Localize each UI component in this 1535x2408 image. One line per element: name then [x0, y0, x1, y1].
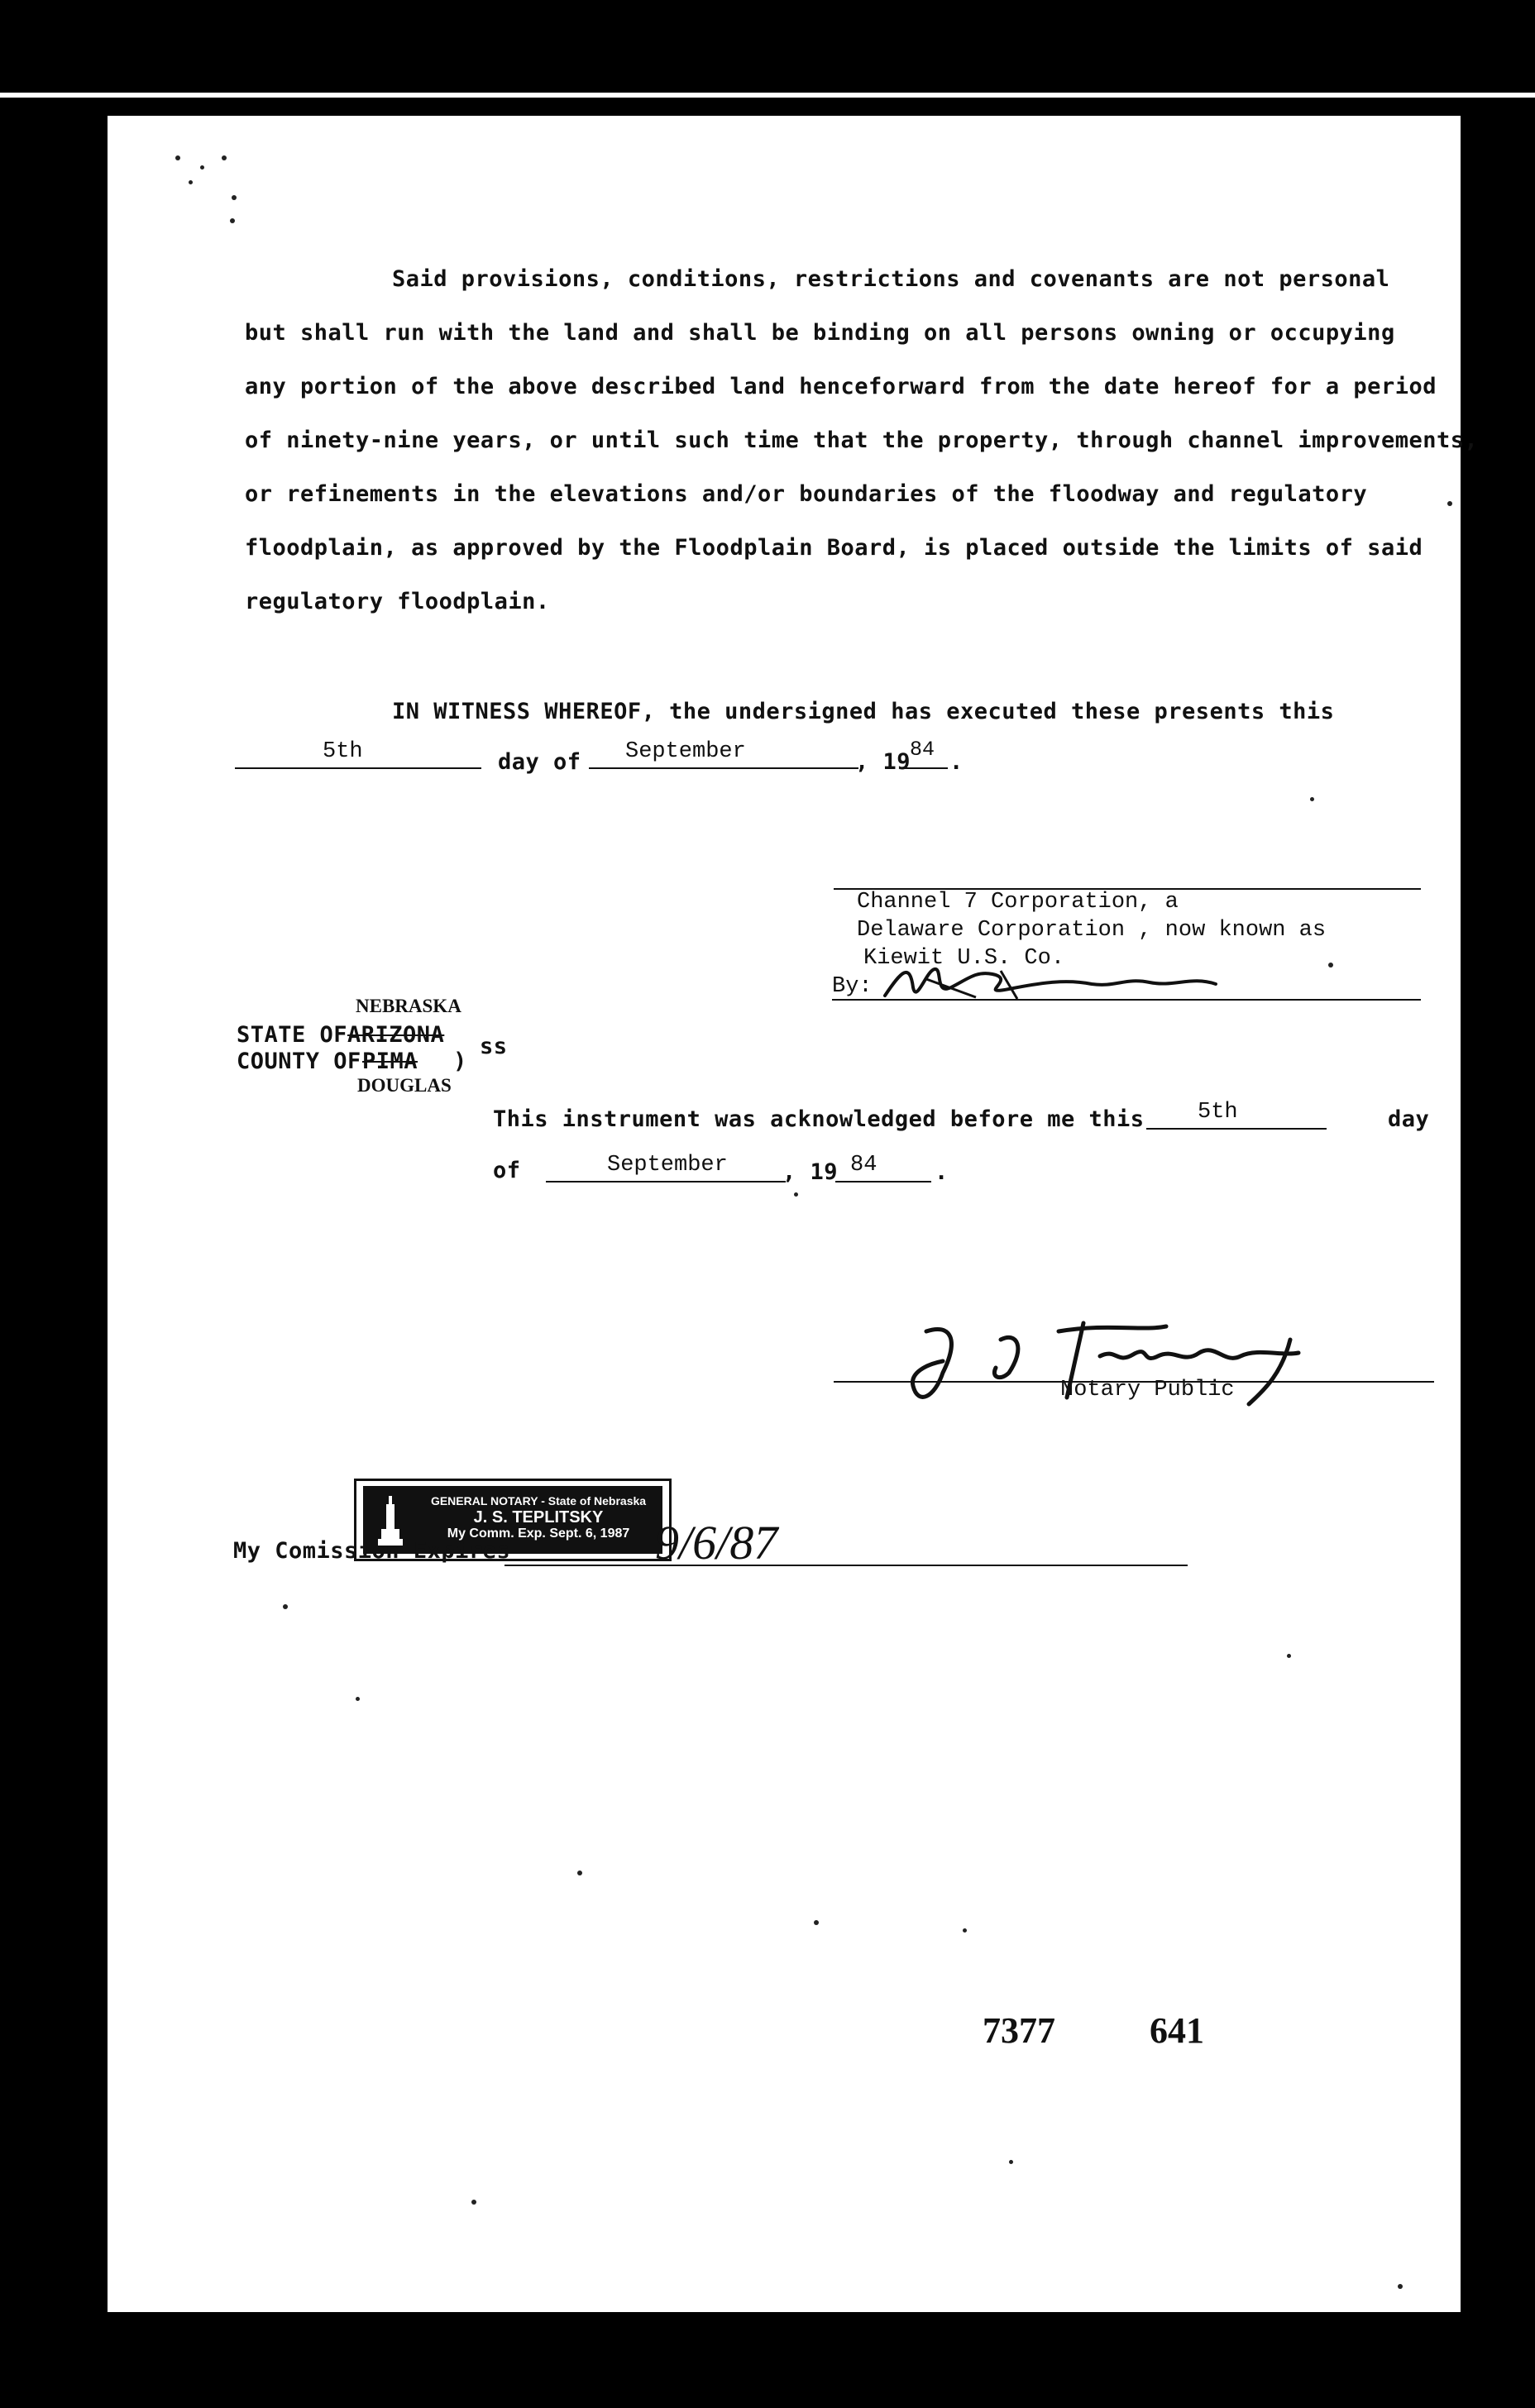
scan-speck [794, 1192, 798, 1197]
ack-year-line [835, 1181, 931, 1182]
witness-day-line [235, 767, 481, 769]
commission-label: My Comission Expires [233, 1538, 511, 1564]
scan-speck [1447, 501, 1452, 506]
witness-year-line [905, 767, 948, 769]
scan-speck [1009, 2160, 1013, 2164]
document-page [108, 116, 1479, 2312]
venue-county-paren: ) [453, 1049, 467, 1074]
signatory-by-label: By: [832, 974, 873, 999]
scan-speck [175, 155, 180, 160]
ack-day-line [1146, 1128, 1327, 1130]
scan-speck [283, 1604, 288, 1609]
book-number: 7377 [983, 2010, 1055, 2051]
paragraph-line-3: any portion of the above described land henceforward from the date hereof for a period [245, 374, 1437, 399]
signatory-line-3: Kiewit U.S. Co. [863, 946, 1065, 971]
signatory-line-1: Channel 7 Corporation, a [857, 890, 1179, 915]
paragraph-line-2: but shall run with the land and shall be binding on all persons owning or occupying [245, 320, 1395, 346]
ack-end: . [935, 1159, 949, 1185]
witness-day-value: 5th [323, 739, 363, 764]
ack-month-line [546, 1181, 786, 1182]
scan-speck [230, 218, 235, 223]
scan-speck [1310, 797, 1314, 801]
stamp-line-1: GENERAL NOTARY - State of Nebraska [430, 1494, 647, 1507]
venue-county-handwritten: DOUGLAS [357, 1075, 452, 1096]
scan-speck [814, 1920, 819, 1925]
venue-ss: ss [480, 1034, 508, 1059]
ack-text: This instrument was acknowledged before me this [493, 1106, 1145, 1132]
paragraph-line-1: Said provisions, conditions, restrictions and covenants are not personal [392, 266, 1390, 292]
ack-of-label: of [493, 1158, 521, 1183]
witness-day-of-label: day of [498, 749, 581, 775]
venue-state-label: STATE OF [237, 1022, 348, 1048]
scan-speck [1398, 2284, 1403, 2289]
stamp-line-3: My Comm. Exp. Sept. 6, 1987 [447, 1526, 630, 1541]
commission-line [504, 1565, 1188, 1566]
scan-speck [963, 1928, 967, 1933]
witness-end: . [949, 749, 964, 775]
witness-month-value: September [625, 739, 746, 764]
ack-day-value: 5th [1198, 1100, 1238, 1125]
venue-state-struck: ARIZONA [347, 1022, 445, 1048]
ack-year-prefix: , 19 [782, 1159, 839, 1185]
witness-month-line [589, 767, 858, 769]
venue-county-label: COUNTY OF [237, 1049, 361, 1074]
paragraph-line-6: floodplain, as approved by the Floodplain Board, is placed outside the limits of said [245, 535, 1423, 561]
notary-public-label: Notary Public [1060, 1378, 1235, 1402]
scan-speck [200, 165, 204, 170]
scan-speck [356, 1697, 360, 1701]
ack-year-value: 84 [850, 1153, 877, 1178]
venue-county-struck: PIMA [362, 1049, 418, 1074]
page-number: 641 [1150, 2010, 1204, 2051]
scan-speck [189, 180, 193, 184]
scan-speck [471, 2200, 476, 2205]
paragraph-line-5: or refinements in the elevations and/or boundaries of the floodway and regulatory [245, 481, 1368, 507]
witness-year-value: 84 [910, 738, 935, 762]
scan-speck [222, 155, 227, 160]
signatory-signature-image [877, 946, 1307, 1020]
signatory-line-2: Delaware Corporation , now known as [857, 918, 1327, 943]
ack-day-label: day [1388, 1106, 1430, 1132]
scan-border-line [0, 93, 1535, 98]
scan-speck [577, 1870, 582, 1875]
ack-month-value: September [607, 1153, 728, 1178]
commission-value: 9/6/87 [655, 1516, 778, 1570]
scan-speck [1328, 963, 1333, 967]
scan-speck [232, 195, 237, 200]
paragraph-line-4: of ninety-nine years, or until such time that the property, through channel improvements, [245, 428, 1479, 453]
paragraph-line-7: regulatory floodplain. [245, 589, 550, 614]
stamp-line-2: J. S. TEPLITSKY [473, 1508, 604, 1526]
venue-state-handwritten: NEBRASKA [356, 996, 461, 1016]
witness-text: IN WITNESS WHEREOF, the undersigned has executed these presents this [392, 699, 1335, 724]
witness-year-prefix: , 19 [855, 749, 911, 775]
scan-speck [1287, 1654, 1291, 1658]
